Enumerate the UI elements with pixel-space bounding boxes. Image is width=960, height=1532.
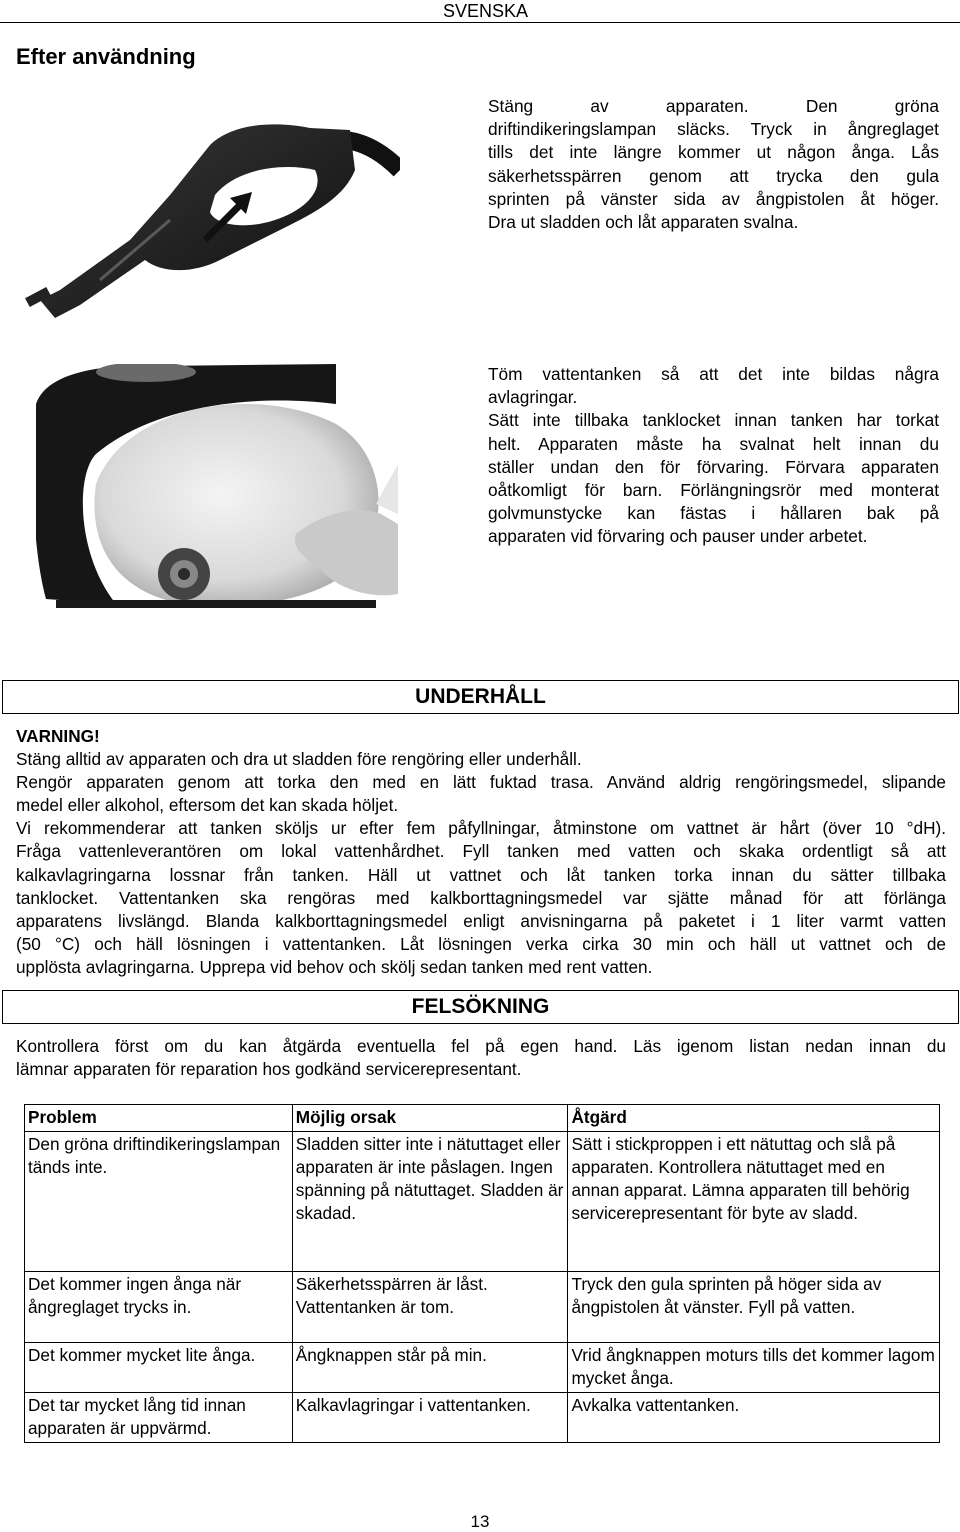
troubleshooting-heading (2, 990, 959, 1024)
warning-label: VARNING! (16, 726, 100, 746)
troubleshooting-heading-text: FELSÖKNING (411, 995, 550, 1018)
action-cell: Vrid ångknappen moturs tills det kommer lagom mycket ånga. (568, 1343, 940, 1393)
text-line: Dra ut sladden och låt apparaten svalna. (488, 212, 799, 233)
text-line: avlagringar. (488, 387, 578, 408)
table-row (25, 1272, 940, 1343)
text-line: (50 °C) och häll lösningen i vattentanken. Låt lösningen verka cirka 30 min och häll ut vattnet och de (16, 933, 946, 954)
table-row (25, 1343, 940, 1393)
table-row (25, 1393, 940, 1443)
problem-cell: Det kommer ingen ånga när ångreglaget trycks in. (25, 1272, 293, 1343)
text-line: Sätt inte tillbaka tanklocket innan tanken har torkat (488, 410, 939, 431)
text-line: apparatens livslängd. Blanda kalkborttagningsmedel enligt anvisningarna på paketet i 1 liter varmt vatten (16, 910, 946, 931)
troubleshooting-table (24, 1104, 940, 1443)
text-line: säkerhetsspärren genom att trycka den gula (488, 165, 939, 186)
text-line: lämnar apparaten för reparation hos godkänd servicerepresentant. (16, 1059, 522, 1080)
text-line: Vi rekommenderar att tanken sköljs ur efter fem påfyllningar, åtminstone om vattnet är hårt (över 10 °dH). (16, 818, 946, 839)
text-line: sprinten på vänster sida av ångpistolen åt höger. (488, 188, 939, 209)
steam-gun-photo (20, 100, 400, 320)
text-line: Stäng alltid av apparaten och dra ut sladden före rengöring eller underhåll. (16, 749, 582, 770)
action-cell: Sätt i stickproppen i ett nätuttag och slå på apparaten. Kontrollera nätuttaget med en annan apparat. Lämna apparaten till behörig servicerepresentant för byte av sladd. (568, 1132, 940, 1272)
section-title: Efter användning (16, 44, 196, 69)
problem-cell: Den gröna driftindikeringslampan tänds inte. (25, 1132, 293, 1272)
text-line: tills det inte längre kommer ut någon ånga. Lås (488, 142, 939, 163)
text-line: upplösta avlagringarna. Upprepa vid behov och skölj sedan tanken med rent vatten. (16, 956, 653, 977)
text-line: Kontrollera först om du kan åtgärda eventuella fel på egen hand. Läs igenom listan nedan innan du (16, 1036, 946, 1056)
table-row (25, 1132, 940, 1272)
water-tank-photo (36, 364, 398, 614)
table-header-row (25, 1105, 940, 1132)
text-line: oåtkomligt för barn. Förlängningsrör med monterat (488, 480, 939, 501)
maintenance-heading (2, 680, 959, 714)
problem-cell: Det tar mycket lång tid innan apparaten är uppvärmd. (25, 1393, 293, 1443)
text-line: ställer undan den för förvaring. Förvara apparaten (488, 456, 939, 477)
text-line: tanklocket. Vattentanken ska rengöras med kalkborttagningsmedel var sjätte månad för att förlänga (16, 887, 946, 908)
column-header-cause: Möjlig orsak (292, 1105, 568, 1132)
text-line: helt. Apparaten måste ha svalnat helt innan du (488, 433, 939, 454)
after-use-step1 (488, 95, 939, 234)
troubleshooting-intro (16, 1035, 946, 1081)
language-label: SVENSKA (442, 1, 528, 21)
text-line: medel eller alkohol, eftersom det kan skada höljet. (16, 795, 399, 816)
action-cell: Avkalka vattentanken. (568, 1393, 940, 1443)
maintenance-body (16, 725, 946, 979)
action-cell: Tryck den gula sprinten på höger sida av ångpistolen åt vänster. Fyll på vatten. (568, 1272, 940, 1343)
maintenance-heading-text: UNDERHÅLL (415, 685, 546, 708)
text-line: apparaten vid förvaring och pauser under arbetet. (488, 526, 868, 547)
text-line: driftindikeringslampan släcks. Tryck in ångreglaget (488, 119, 939, 140)
text-line: Fråga vattenleverantören om lokal vattenhårdhet. Fyll tanken med vatten och skaka ordentligt så att (16, 841, 946, 862)
column-header-problem: Problem (25, 1105, 293, 1132)
cause-cell: Ångknappen står på min. (292, 1343, 568, 1393)
column-header-action: Åtgärd (568, 1105, 940, 1132)
problem-cell: Det kommer mycket lite ånga. (25, 1343, 293, 1393)
text-line: golvmunstycke kan fästas i hållaren bak på (488, 503, 939, 524)
cause-cell: Sladden sitter inte i nätuttaget eller apparaten är inte påslagen. Ingen spänning på nätuttaget. Sladden är skadad. (292, 1132, 568, 1272)
text-line: Töm vattentanken så att det inte bildas några (488, 364, 939, 384)
page-header (0, 0, 960, 23)
after-use-step2 (488, 363, 939, 549)
text-line: Stäng av apparaten. Den gröna (488, 96, 939, 116)
cause-cell: Kalkavlagringar i vattentanken. (292, 1393, 568, 1443)
cause-cell: Säkerhetsspärren är låst. Vattentanken är tom. (292, 1272, 568, 1343)
text-line: Rengör apparaten genom att torka den med en lätt fuktad trasa. Använd aldrig rengöringsmedel, slipande (16, 772, 946, 793)
text-line: kalkavlagringarna lossnar från tanken. Häll ut vattnet och låt tanken torka innan du sätter tillbaka (16, 864, 946, 885)
page-number: 13 (470, 1512, 490, 1531)
